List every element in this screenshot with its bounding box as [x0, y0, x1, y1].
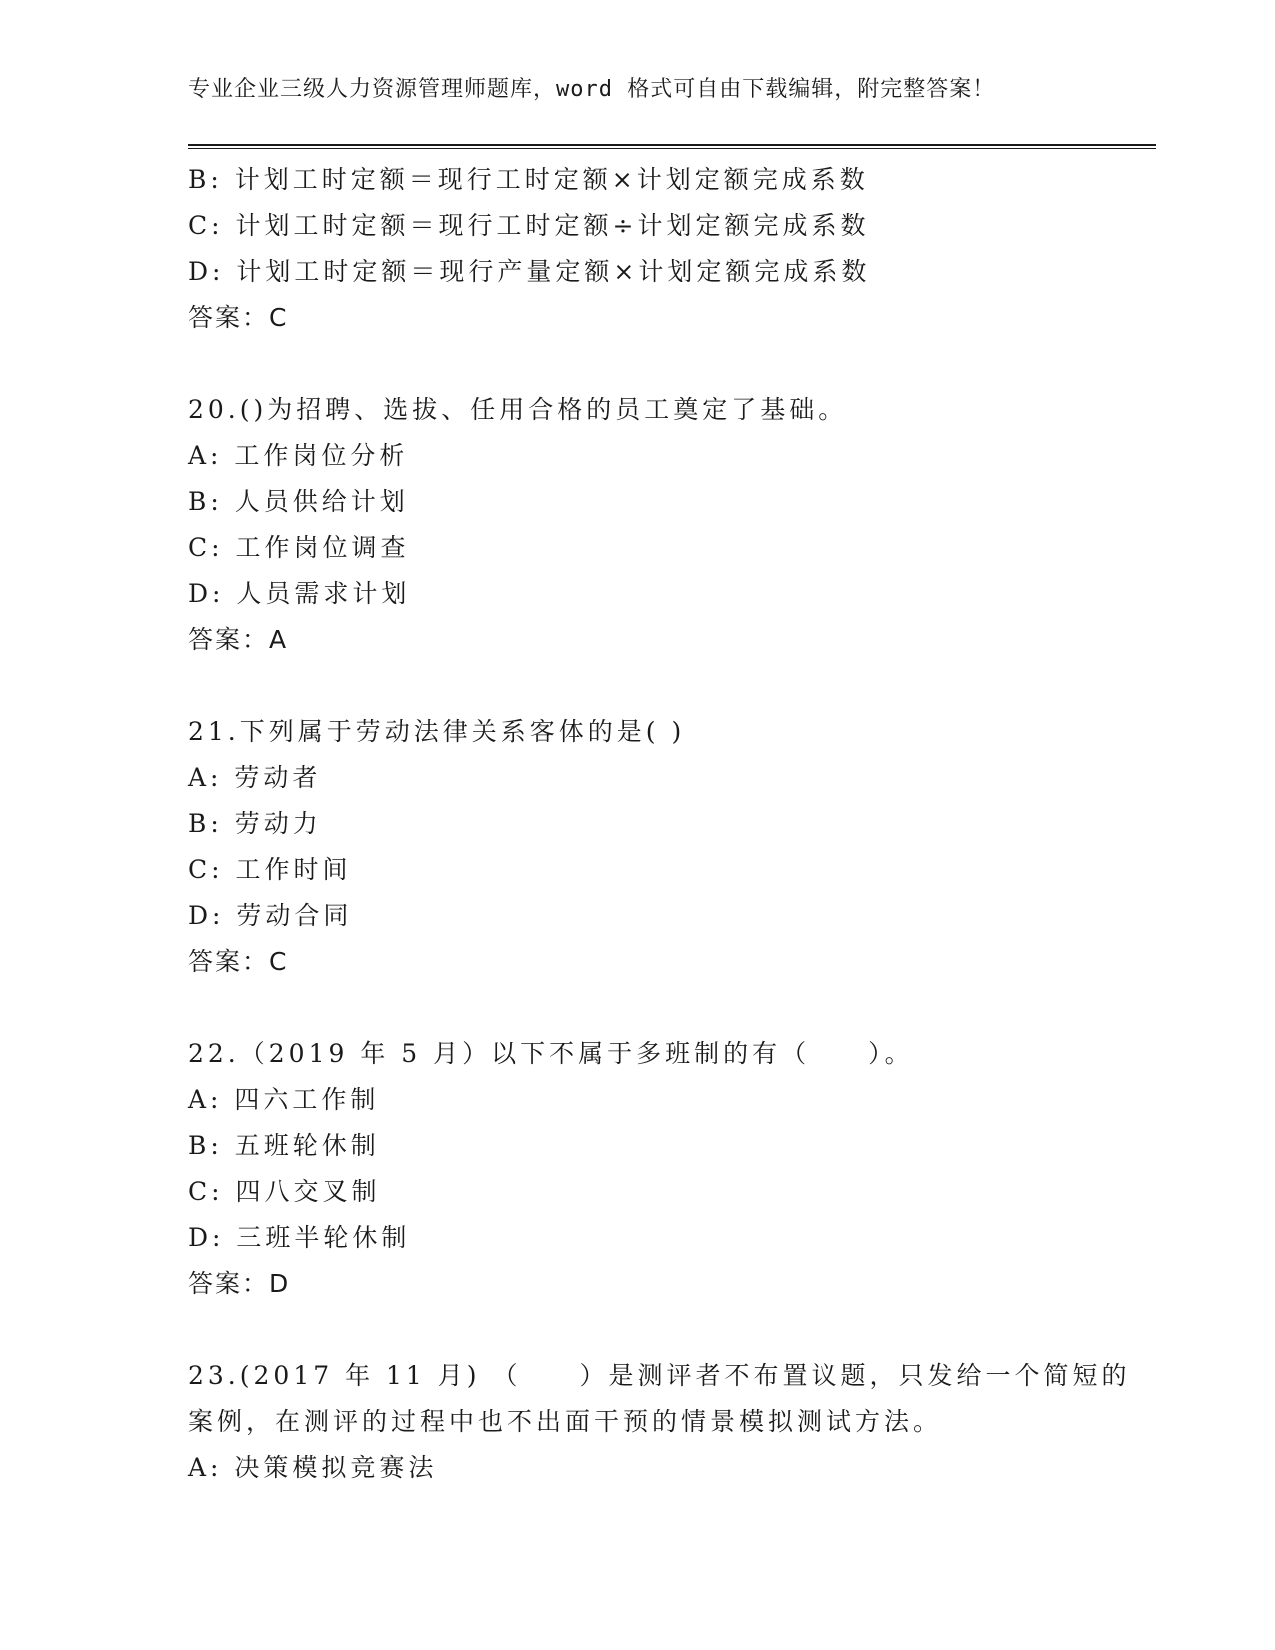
question-title: 22.（2019 年 5 月）以下不属于多班制的有（ ）。: [188, 1039, 914, 1068]
question-content: [188, 157, 1131, 1491]
header-divider: [188, 144, 1156, 149]
answer: 答案：C: [188, 303, 289, 332]
option-a: A: 劳动者: [188, 763, 322, 792]
option-b: B: 劳动力: [188, 809, 322, 838]
option-a: A: 工作岗位分析: [188, 441, 409, 470]
option-d: D: 人员需求计划: [188, 579, 411, 608]
answer: 答案：A: [188, 625, 289, 654]
spacer: [188, 663, 1088, 709]
option-c: C: 计划工时定额＝现行工时定额÷计划定额完成系数: [188, 211, 870, 240]
option-b: B: 五班轮休制: [188, 1131, 380, 1160]
option-b: B: 计划工时定额＝现行工时定额×计划定额完成系数: [188, 165, 869, 194]
question-22: [188, 1031, 1088, 1307]
option-c: C: 工作时间: [188, 855, 352, 884]
question-20: [188, 387, 1088, 663]
spacer: [188, 341, 1088, 387]
option-a: A: 决策模拟竞赛法: [188, 1453, 438, 1482]
question-23: [188, 1353, 1131, 1491]
option-d: D: 三班半轮休制: [188, 1223, 411, 1252]
option-d: D: 劳动合同: [188, 901, 353, 930]
option-c: C: 工作岗位调查: [188, 533, 410, 562]
option-a: A: 四六工作制: [188, 1085, 380, 1114]
answer: 答案：D: [188, 1269, 291, 1298]
option-d: D: 计划工时定额＝现行产量定额×计划定额完成系数: [188, 257, 871, 286]
question-21: [188, 709, 1088, 985]
answer: 答案：C: [188, 947, 289, 976]
spacer: [188, 985, 1088, 1031]
question-title: 21.下列属于劳动法律关系客体的是( ): [188, 717, 686, 746]
spacer: [188, 1307, 1088, 1353]
option-b: B: 人员供给计划: [188, 487, 409, 516]
question-title-line-2: 案例，在测评的过程中也不出面干预的情景模拟测试方法。: [188, 1407, 943, 1436]
question-continued: [188, 157, 1088, 341]
page-header: 专业企业三级人力资源管理师题库，word 格式可自由下载编辑，附完整答案！: [188, 77, 996, 102]
option-c: C: 四八交叉制: [188, 1177, 381, 1206]
question-title-line-1: 23.(2017 年 11 月) （ ）是测评者不布置议题，只发给一个简短的: [188, 1361, 1131, 1390]
question-title: 20.()为招聘、选拔、任用合格的员工奠定了基础。: [188, 395, 848, 424]
